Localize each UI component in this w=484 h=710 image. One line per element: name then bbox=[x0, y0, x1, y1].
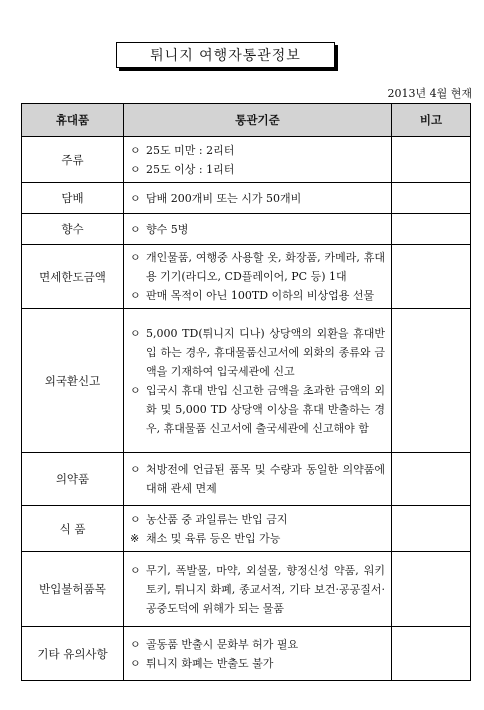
document-title bbox=[116, 42, 335, 68]
header-note: 비고 bbox=[392, 104, 471, 137]
standard-text: 담배 200개비 또는 시가 50개비 bbox=[146, 191, 302, 205]
bullet-icon: ㅇ bbox=[130, 289, 141, 302]
row-standard bbox=[124, 137, 392, 183]
table-row bbox=[22, 183, 471, 214]
standard-text: 튀니지 화폐는 반출도 불가 bbox=[146, 656, 274, 670]
bullet-icon: ㅇ bbox=[130, 383, 141, 397]
bullet-icon: ㅇ bbox=[130, 656, 141, 670]
row-standard bbox=[124, 552, 392, 627]
table-row bbox=[22, 137, 471, 183]
standard-line bbox=[130, 529, 385, 548]
table-row bbox=[22, 309, 471, 453]
row-note bbox=[392, 453, 471, 506]
standard-text: 골동품 반출시 문화부 허가 필요 bbox=[146, 637, 299, 651]
standard-text: 향수 5병 bbox=[146, 222, 189, 236]
bullet-icon: ㅇ bbox=[130, 162, 141, 176]
row-standard bbox=[124, 183, 392, 214]
standard-text: 처방전에 언급된 품목 및 수량과 동일한 의약품에 대해 관세 면제 bbox=[146, 463, 385, 495]
row-category: 면세한도금액 bbox=[22, 245, 124, 309]
standard-text: 판매 목적이 아닌 100TD 이하의 비상업용 선물 bbox=[146, 289, 375, 302]
title-text: 튀니지 여행자통관정보 bbox=[150, 48, 301, 64]
standard-line bbox=[130, 141, 385, 160]
note-mark-icon: ※ bbox=[130, 531, 140, 545]
bullet-icon: ㅇ bbox=[130, 251, 141, 264]
standard-line bbox=[130, 286, 385, 305]
row-note bbox=[392, 309, 471, 453]
bullet-icon: ㅇ bbox=[130, 222, 141, 236]
standard-line bbox=[130, 220, 385, 239]
standard-text: 입국시 휴대 반입 신고한 금액을 초과한 금액의 외화 및 5,000 TD 상당액 이상을 휴대 반출하는 경우, 휴대물품 신고서에 출국세관에 신고해야 함 bbox=[146, 383, 385, 435]
bullet-icon: ㅇ bbox=[130, 512, 141, 526]
row-category: 향수 bbox=[22, 214, 124, 245]
table-row bbox=[22, 214, 471, 245]
table-row bbox=[22, 552, 471, 627]
row-category: 식 품 bbox=[22, 506, 124, 552]
customs-table bbox=[21, 103, 471, 681]
row-note bbox=[392, 137, 471, 183]
bullet-icon: ㅇ bbox=[130, 637, 141, 651]
row-category: 외국환신고 bbox=[22, 309, 124, 453]
row-category: 반입불허품목 bbox=[22, 552, 124, 627]
row-note bbox=[392, 183, 471, 214]
standard-line bbox=[130, 460, 385, 498]
standard-text: 개인물품, 여행중 사용할 옷, 화장품, 카메라, 휴대용 기기(라디오, CD플레이어, PC 등) 1대 bbox=[146, 251, 385, 283]
standard-line bbox=[130, 561, 385, 618]
table-row bbox=[22, 506, 471, 552]
row-note bbox=[392, 627, 471, 681]
standard-line bbox=[130, 324, 385, 381]
standard-line bbox=[130, 381, 385, 438]
standard-line bbox=[130, 510, 385, 529]
row-standard bbox=[124, 214, 392, 245]
table-row bbox=[22, 453, 471, 506]
standard-text: 25도 미만 : 2리터 bbox=[146, 143, 235, 157]
standard-text: 농산품 중 과일류는 반입 금지 bbox=[146, 512, 288, 526]
row-standard bbox=[124, 506, 392, 552]
header-item: 휴대품 bbox=[22, 104, 124, 137]
standard-line bbox=[130, 189, 385, 208]
bullet-icon: ㅇ bbox=[130, 563, 141, 577]
bullet-icon: ㅇ bbox=[130, 191, 141, 205]
bullet-icon: ㅇ bbox=[130, 326, 141, 340]
row-standard bbox=[124, 245, 392, 309]
standard-line bbox=[130, 248, 385, 286]
standard-line bbox=[130, 654, 385, 673]
standard-line bbox=[130, 160, 385, 179]
row-category: 의약품 bbox=[22, 453, 124, 506]
row-standard bbox=[124, 453, 392, 506]
table-row bbox=[22, 627, 471, 681]
header-row bbox=[22, 104, 471, 137]
standard-text: 채소 및 육류 등은 반입 가능 bbox=[146, 531, 281, 545]
row-standard bbox=[124, 627, 392, 681]
standard-text: 5,000 TD(튀니지 디나) 상당액의 외환을 휴대반입 하는 경우, 휴대물품신고서에 외화의 종류와 금액을 기재하여 입국세관에 신고 bbox=[146, 326, 385, 378]
row-category: 기타 유의사항 bbox=[22, 627, 124, 681]
date-label: 2013년 4월 현재 bbox=[387, 87, 472, 100]
row-note bbox=[392, 245, 471, 309]
table-row bbox=[22, 245, 471, 309]
standard-text: 무기, 폭발물, 마약, 외설물, 향정신성 약품, 워키토키, 튀니지 화폐, 종교서적, 기타 보건·공공질서·공중도덕에 위해가 되는 물품 bbox=[146, 563, 385, 615]
row-note bbox=[392, 506, 471, 552]
row-category: 주류 bbox=[22, 137, 124, 183]
standard-text: 25도 이상 : 1리터 bbox=[146, 162, 235, 176]
row-note bbox=[392, 214, 471, 245]
row-category: 담배 bbox=[22, 183, 124, 214]
row-standard bbox=[124, 309, 392, 453]
row-note bbox=[392, 552, 471, 627]
header-standard: 통관기준 bbox=[124, 104, 392, 137]
standard-line bbox=[130, 635, 385, 654]
bullet-icon: ㅇ bbox=[130, 463, 141, 476]
bullet-icon: ㅇ bbox=[130, 143, 141, 157]
